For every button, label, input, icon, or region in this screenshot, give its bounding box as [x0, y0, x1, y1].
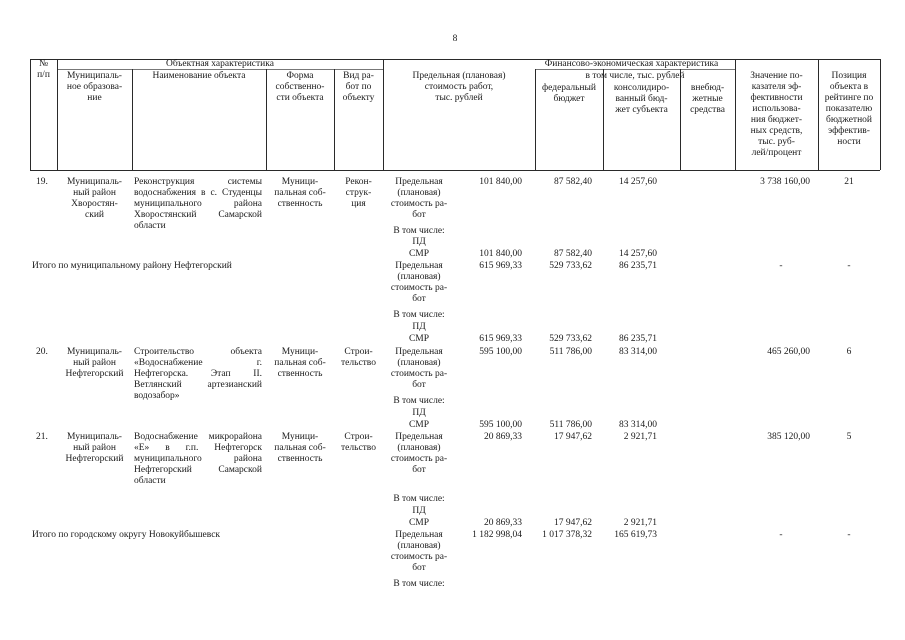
- smr-consolidated: 86 235,71: [619, 334, 657, 344]
- municipal-name: Муниципаль- ный район Нефтегорский: [65, 347, 124, 379]
- pd-label: ПД: [412, 322, 426, 332]
- federal-budget: 1 017 378,32: [542, 530, 592, 540]
- smr-total: 595 100,00: [479, 420, 522, 430]
- header-rating: Позиция объекта в рейтинге по показателю бюджетной эффектив- ности: [824, 71, 874, 147]
- cost-label: Предельная (плановая) стоимость ра- бот: [390, 347, 448, 390]
- smr-federal: 529 733,62: [549, 334, 592, 344]
- smr-label: СМР: [408, 334, 430, 344]
- header-consolidated: консолидиро- ванный бюд- жет субъекта: [613, 83, 670, 115]
- smr-label: СМР: [408, 249, 430, 259]
- header-incl: в том числе, тыс. рублей: [585, 71, 685, 81]
- incl-label: В том числе:: [393, 396, 445, 406]
- row-number: 19.: [36, 177, 48, 187]
- municipal-name: Муниципаль- ный район Хворостян- ский: [67, 177, 122, 220]
- efficiency-indicator: 385 120,00: [767, 432, 810, 442]
- smr-total: 20 869,33: [484, 518, 522, 528]
- total-cost: 1 182 998,04: [472, 530, 522, 540]
- subtotal-label: Итого по муниципальному району Нефтегорский: [32, 261, 232, 271]
- subtotal-label: Итого по городскому округу Новокуйбышевск: [32, 530, 221, 540]
- rating-position: 5: [846, 432, 852, 442]
- cost-label: Предельная (плановая) стоимость ра- бот: [390, 177, 448, 220]
- smr-consolidated: 14 257,60: [619, 249, 657, 259]
- federal-budget: 511 786,00: [549, 347, 592, 357]
- consolidated-budget: 165 619,73: [614, 530, 657, 540]
- ownership-form: Муници- пальная соб- ственность: [274, 347, 326, 379]
- rating-position: 21: [844, 177, 854, 187]
- object-name: Водоснабжение микрорайона «Е» в г.п. Нефтегорск муниципального района Нефтегорский Самарской области: [134, 432, 262, 486]
- cost-label: Предельная (плановая) стоимость ра- бот: [390, 261, 448, 304]
- total-cost: 20 869,33: [484, 432, 522, 442]
- cost-label: Предельная (плановая) стоимость ра- бот: [390, 432, 448, 475]
- incl-label: В том числе:: [393, 494, 445, 504]
- header-ownership: Форма собственно- сти объекта: [275, 71, 325, 103]
- header-object-group: Объектная характеристика: [166, 59, 274, 69]
- incl-label: В том числе:: [393, 310, 445, 320]
- header-federal: федеральный бюджет: [542, 83, 596, 104]
- efficiency-indicator: 3 738 160,00: [760, 177, 810, 187]
- smr-label: СМР: [408, 518, 430, 528]
- pd-label: ПД: [412, 506, 426, 516]
- total-cost: 595 100,00: [479, 347, 522, 357]
- efficiency-indicator: 465 260,00: [767, 347, 810, 357]
- row-number: 20.: [36, 347, 48, 357]
- smr-consolidated: 83 314,00: [619, 420, 657, 430]
- object-name: Строительство объекта «Водоснабжение г. Нефтегорска. Этап II. Ветлянский артезианский водозабор»: [134, 347, 262, 401]
- work-type: Рекон- струк- ция: [345, 177, 372, 209]
- smr-label: СМР: [408, 420, 430, 430]
- rating-position: 6: [846, 347, 852, 357]
- consolidated-budget: 86 235,71: [619, 261, 657, 271]
- smr-federal: 511 786,00: [549, 420, 592, 430]
- header-work-type: Вид ра- бот по объекту: [342, 71, 375, 103]
- federal-budget: 529 733,62: [549, 261, 592, 271]
- smr-federal: 17 947,62: [554, 518, 592, 528]
- total-cost: 615 969,33: [479, 261, 522, 271]
- smr-consolidated: 2 921,71: [623, 518, 657, 528]
- page-number: 8: [452, 34, 458, 44]
- federal-budget: 87 582,40: [554, 177, 592, 187]
- pd-label: ПД: [412, 237, 426, 247]
- incl-label: В том числе:: [393, 226, 445, 236]
- ownership-form: Муници- пальная соб- ственность: [274, 177, 326, 209]
- municipal-name: Муниципаль- ный район Нефтегорский: [65, 432, 124, 464]
- work-type: Строи- тельство: [341, 347, 376, 368]
- total-cost: 101 840,00: [479, 177, 522, 187]
- object-name: Реконструкция системы водоснабжения в с. Студенцы муниципального района Хворостянский Самарской области: [134, 177, 262, 231]
- incl-label: В том числе:: [393, 579, 445, 589]
- header-financial-group: Финансово-экономическая характеристика: [544, 59, 719, 69]
- federal-budget: 17 947,62: [554, 432, 592, 442]
- pd-label: ПД: [412, 408, 426, 418]
- rating-position: -: [847, 261, 851, 271]
- header-no: № п/п: [37, 59, 50, 80]
- consolidated-budget: 14 257,60: [619, 177, 657, 187]
- smr-total: 101 840,00: [479, 249, 522, 259]
- ownership-form: Муници- пальная соб- ственность: [274, 432, 326, 464]
- cost-label: Предельная (плановая) стоимость ра- бот: [390, 530, 448, 573]
- consolidated-budget: 2 921,71: [623, 432, 657, 442]
- header-cost-limit: Предельная (плановая) стоимость работ, тыс. рублей: [412, 71, 506, 103]
- rating-position: -: [847, 530, 851, 540]
- header-municipal: Муниципаль- ное образова- ние: [66, 71, 123, 103]
- smr-total: 615 969,33: [479, 334, 522, 344]
- header-object-name: Наименование объекта: [152, 71, 246, 81]
- efficiency-indicator: -: [779, 530, 783, 540]
- smr-federal: 87 582,40: [554, 249, 592, 259]
- row-number: 21.: [36, 432, 48, 442]
- header-indicator: Значение по- казателя эф- фективности использова- ния бюджет- ных средств, тыс. руб- лей/процент: [750, 71, 803, 158]
- work-type: Строи- тельство: [341, 432, 376, 453]
- header-offbudget: внебюд- жетные средства: [690, 83, 725, 115]
- efficiency-indicator: -: [779, 261, 783, 271]
- consolidated-budget: 83 314,00: [619, 347, 657, 357]
